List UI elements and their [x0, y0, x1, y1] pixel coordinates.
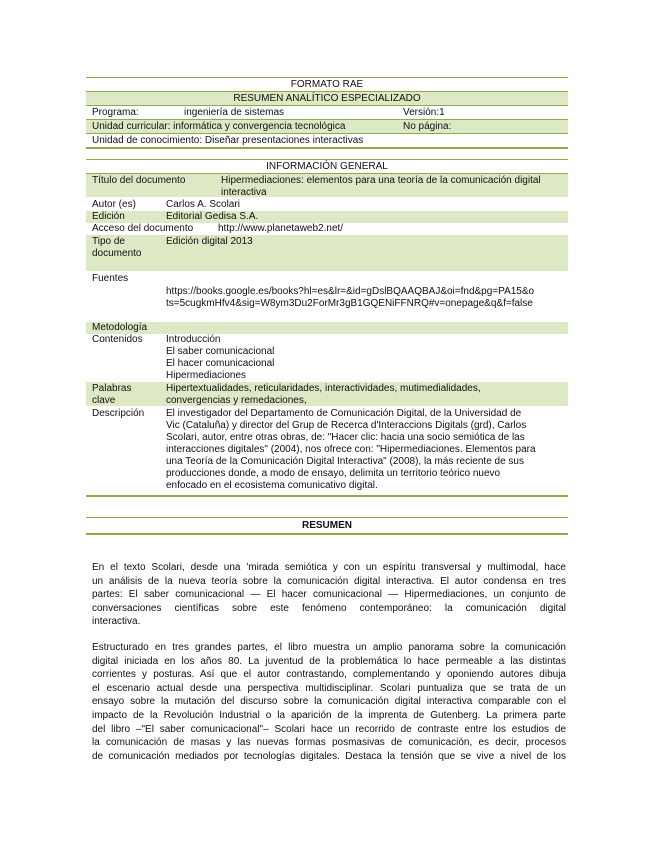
fuentes-line2: ts=5cugkmHfv4&sig=W8ym3Du2ForMr3gB1GQENiFFNRQ#v=onepage&q&f=false	[166, 298, 533, 309]
resumen-paragraph-1	[92, 561, 566, 629]
row-band	[86, 235, 568, 271]
no-pagina-label: No página:	[403, 121, 452, 132]
paragraph-line: Estructurado en tres grandes partes, el libro muestra un amplio panorama sobre la comunicación	[92, 642, 566, 653]
paragraph-line: de comunicación mediados por tecnologías digitales. Destaca la tensión que se vive a nivel de los	[92, 750, 566, 762]
paragraph-line: ensayo sobre la mutación del discurso sobre la comunicación digital interactiva comparable con el	[92, 696, 566, 708]
resumen-title: RESUMEN	[301, 520, 352, 531]
info-section-title: INFORMACIÓN GENERAL	[266, 161, 388, 172]
descripcion-line: producciones donde, a modo de ensayo, delimita un territorio teórico nuevo	[166, 468, 501, 479]
edicion-value: Editorial Gedisa S.A.	[166, 211, 259, 222]
contenido-item: El hacer comunicacional	[166, 358, 275, 369]
rule	[86, 495, 568, 497]
descripcion-line: una Teoría de la Comunicación Digital Interactiva" (2008), la más reciente de sus	[166, 456, 524, 467]
rule	[86, 517, 568, 518]
descripcion-line: Scolari, autor, entre otras obras, de: "Hacer clic: hacia una socio semiótica de las	[166, 432, 525, 443]
rule	[86, 147, 568, 149]
titulo-value-line1: Hipermediaciones: elementos para una teoría de la comunicación digital	[221, 175, 541, 186]
autor-label: Autor (es)	[92, 199, 136, 210]
autor-value: Carlos A. Scolari	[166, 199, 240, 210]
descripcion-label: Descripción	[92, 408, 145, 419]
version-label: Versión:1	[403, 107, 445, 118]
titulo-label: Título del documento	[92, 175, 186, 186]
rule	[86, 119, 568, 120]
paragraph-line: la comunicación de masas y las nuevas formas posmasivas de comunicación, es decir, procesos	[92, 737, 566, 749]
format-title: FORMATO RAE	[290, 79, 364, 90]
tipo-label-2: documento	[92, 248, 142, 259]
metodologia-label: Metodología	[92, 322, 148, 333]
contenido-item: Introducción	[166, 334, 221, 345]
tipo-value: Edición digital 2013	[166, 236, 253, 247]
rule	[86, 533, 568, 535]
contenidos-label: Contenidos	[92, 334, 143, 345]
fuentes-line1: https://books.google.es/books?hl=es&lr=&id=gDslBQAAQBAJ&oi=fnd&pg=PA15&o	[166, 286, 535, 297]
palabras-line1: Hipertextualidades, reticularidades, interactividades, mutimedialidades,	[166, 383, 481, 394]
descripcion-line: Vic (Cataluña) y director del Grup de Recerca d'Interaccions Digitals (grd), Carlos	[166, 420, 527, 431]
paragraph-line: interactiva.	[92, 616, 141, 628]
resumen-paragraph-2	[92, 641, 566, 763]
paragraph-line: partes: El saber comunicacional — El hacer comunicacional — Hipermediaciones, un conjunto de	[92, 589, 566, 601]
acceso-label: Acceso del documento	[92, 223, 194, 234]
rule	[86, 77, 568, 78]
programa-value: ingeniería de sistemas	[184, 107, 285, 118]
acceso-value: http://www.planetaweb2.net/	[218, 223, 344, 234]
unidad-curricular: Unidad curricular: informática y convergencia tecnológica	[92, 121, 346, 132]
paragraph-line: impacto de la Revolución Industrial o la aparición de la imprenta de Gutenberg. La primera parte	[92, 709, 566, 721]
paragraph-line: del libro –"El saber comunicacional"– Scolari hace un recorrido de contraste entre los estudios de	[92, 723, 566, 735]
titulo-value-line2: interactiva	[221, 187, 267, 198]
palabras-label-1: Palabras	[92, 383, 132, 394]
resumen-analitico-title: RESUMEN ANALÍTICO ESPECIALIZADO	[233, 93, 421, 104]
edicion-label: Edición	[92, 211, 125, 222]
programa-label: Programa:	[92, 107, 139, 118]
contenido-item: Hipermediaciones	[166, 370, 247, 381]
paragraph-line: un análisis de la nueva teoría sobre la comunicación digital interactiva. El autor condensa en tres	[92, 575, 566, 587]
rule	[86, 159, 568, 160]
rule	[86, 105, 568, 106]
unidad-conocimiento: Unidad de conocimiento: Diseñar presentaciones interactivas	[92, 135, 364, 146]
paragraph-line: digital iniciada en los años 80. La juventud de la problemática lo hace permeable a las distintas	[92, 655, 566, 667]
row-band	[86, 322, 568, 334]
contenido-item: El saber comunicacional	[166, 346, 275, 357]
descripcion-line: enfocado en el ecosistema comunicativo digital.	[166, 480, 378, 491]
palabras-line2: convergencias y remedaciones,	[166, 395, 307, 406]
tipo-label-1: Tipo de	[92, 236, 125, 247]
paragraph-line: corrientes y posturas. Así que el autor contrastando, complementando y oponiendo autores dibuja	[92, 669, 566, 681]
paragraph-line: el escenario actual desde una perspectiva multidisciplinar. Scolari puntualiza que se trata de un	[92, 682, 566, 694]
paragraph-line: conversaciones científicas sobre este fenómeno contemporáneo: la comunicación digital	[92, 602, 566, 614]
fuentes-label: Fuentes	[92, 273, 129, 284]
descripcion-line: interacciones digitales" (2004), nos ofrece con: "Hipermediaciones. Elementos para	[166, 444, 536, 455]
rule	[86, 133, 568, 134]
row-band	[86, 211, 568, 223]
descripcion-text	[166, 408, 566, 492]
descripcion-line: El investigador del Departamento de Comunicación Digital, de la Universidad de	[166, 408, 522, 419]
paragraph-line: En el texto Scolari, desde una 'mirada semiótica y con un espíritu transversal y multimodal, hace	[92, 562, 566, 573]
rule	[86, 173, 568, 174]
rule	[86, 91, 568, 92]
palabras-label-2: clave	[92, 395, 116, 406]
